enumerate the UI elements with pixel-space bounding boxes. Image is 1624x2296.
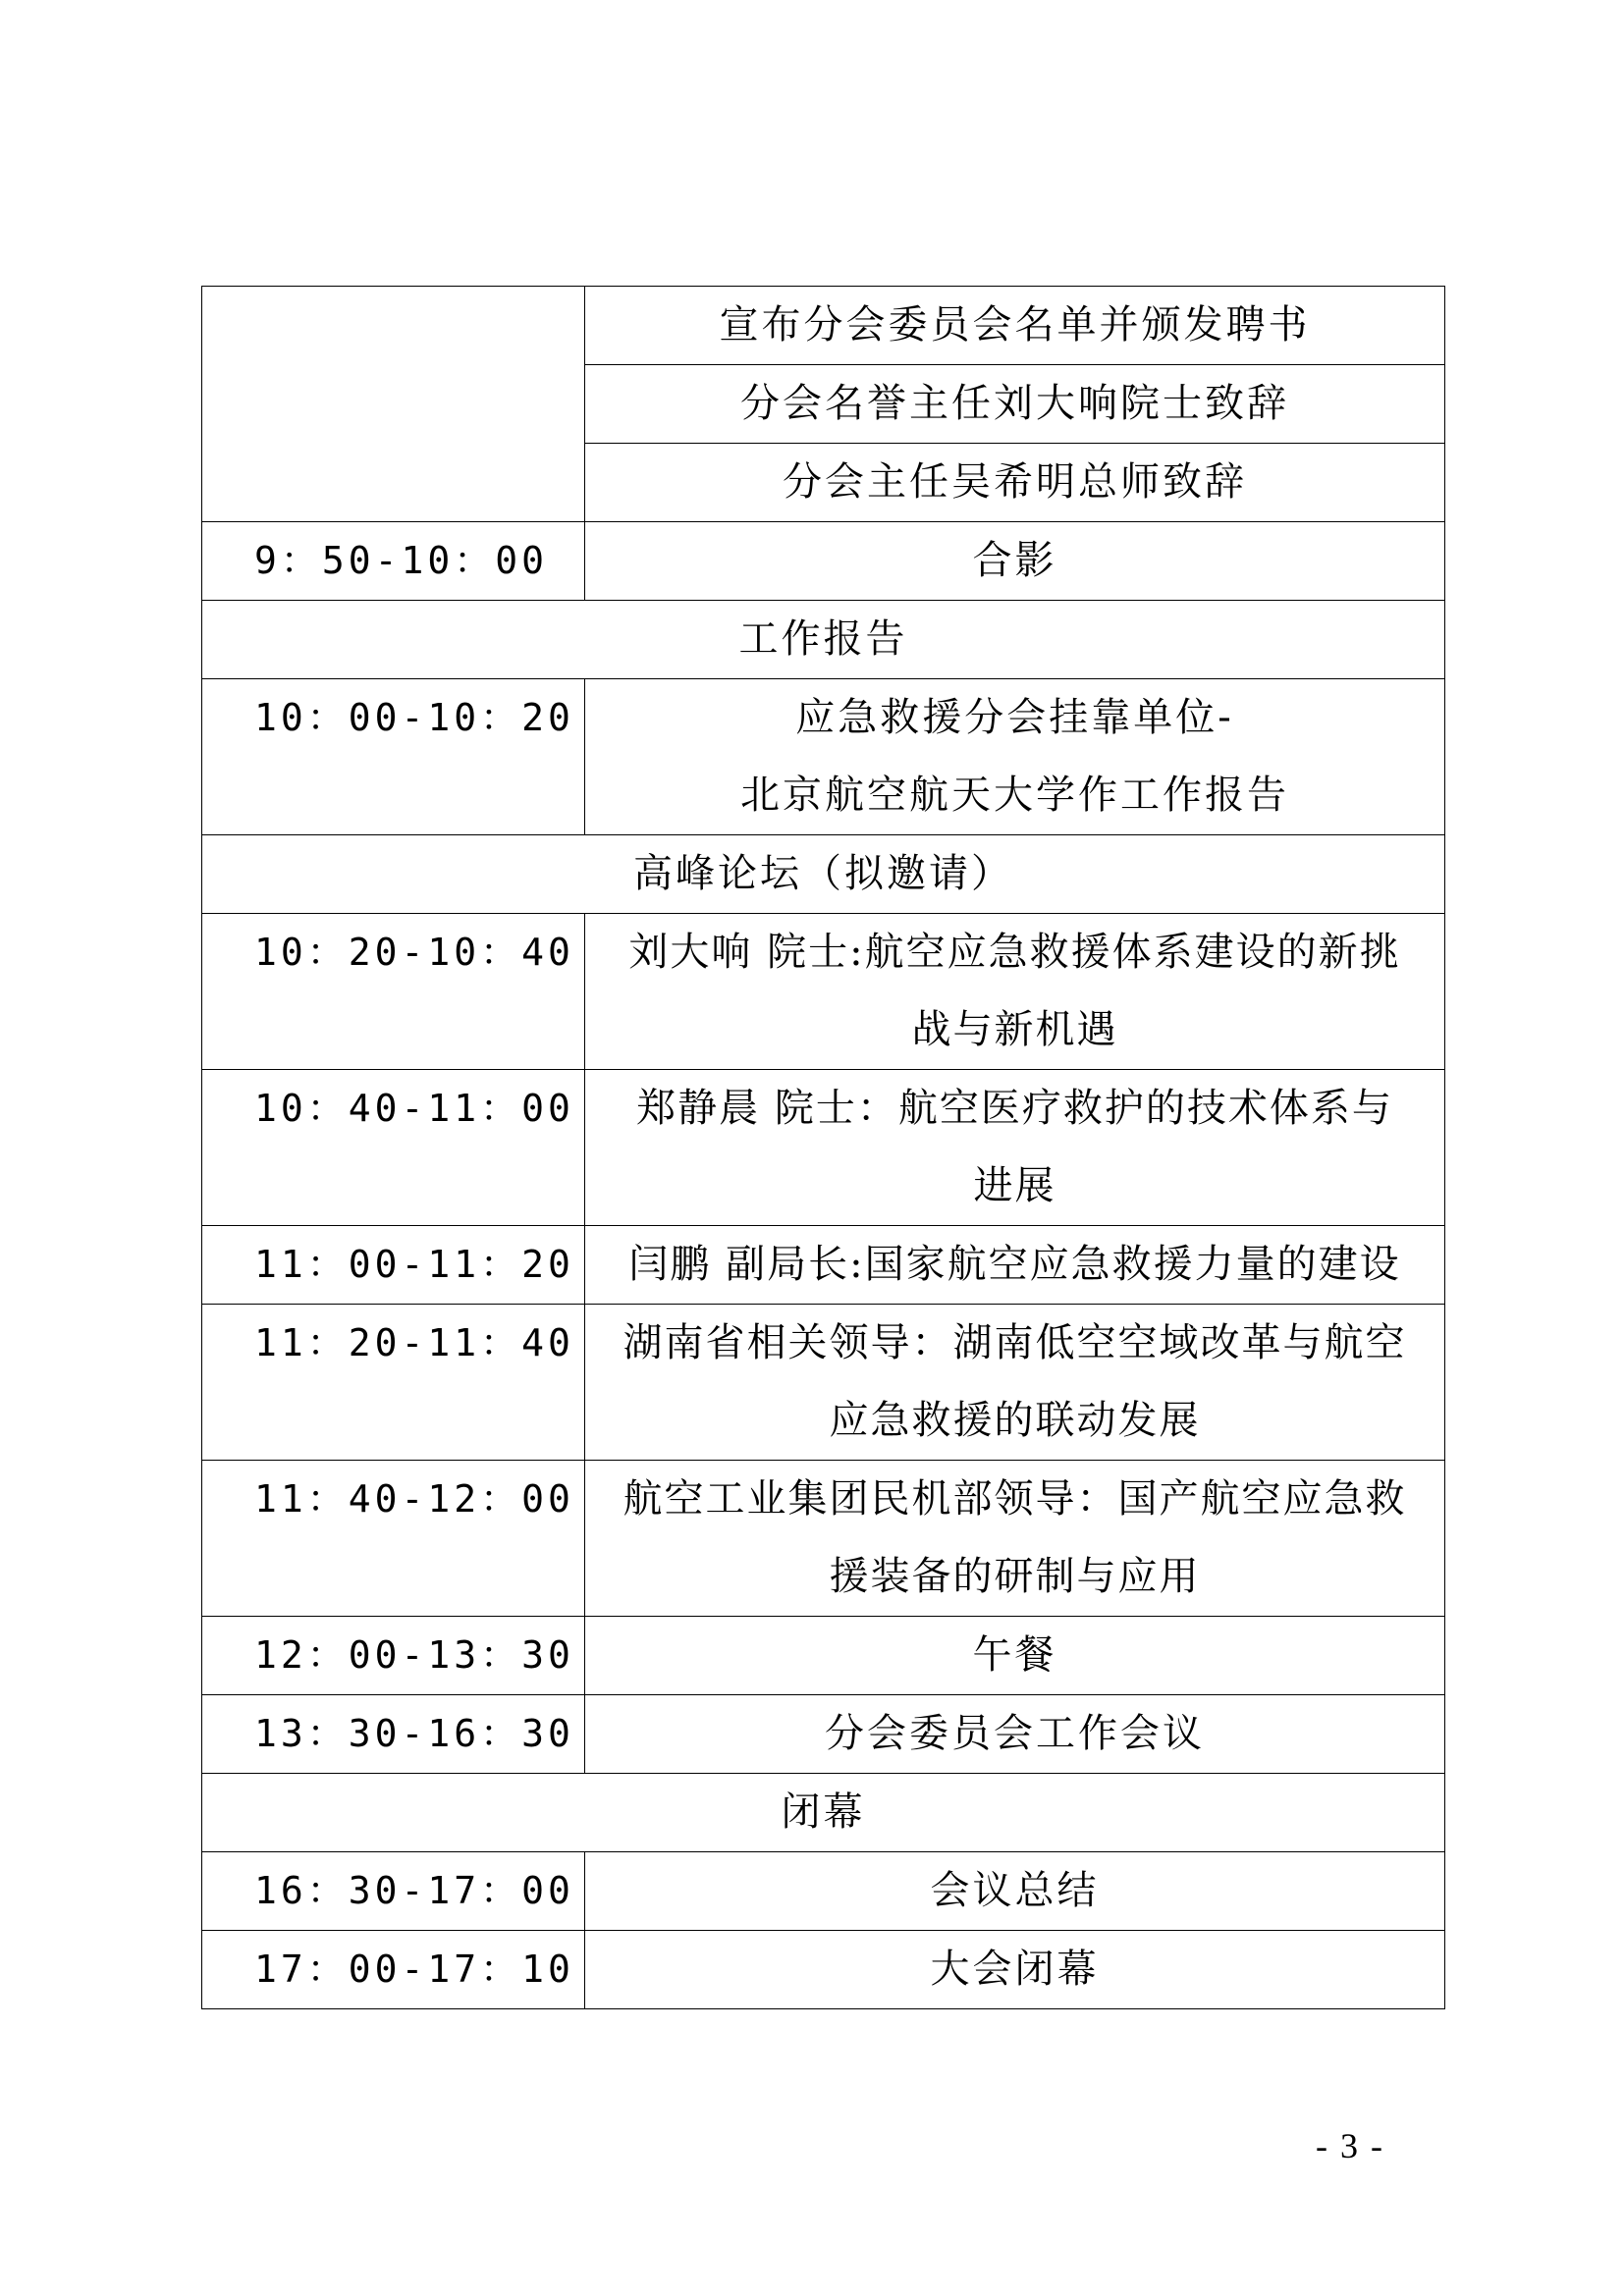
activity-cell: 分会委员会工作会议: [585, 1695, 1445, 1774]
activity-cell: 会议总结: [585, 1852, 1445, 1931]
activity-line: 援装备的研制与应用: [829, 1554, 1201, 1599]
table-row: [202, 287, 1445, 365]
table-row: [202, 1852, 1445, 1931]
activity-line: 应急救援的联动发展: [829, 1398, 1201, 1443]
activity-cell: 大会闭幕: [585, 1931, 1445, 2009]
agenda-table: [201, 286, 1445, 2009]
activity-cell: 分会主任吴希明总师致辞: [585, 444, 1445, 522]
activity-line: 进展: [973, 1163, 1056, 1208]
activity-cell: [585, 679, 1445, 835]
table-row: [202, 914, 1445, 1070]
table-row: [202, 1695, 1445, 1774]
table-row: [202, 1226, 1445, 1305]
activity-line: 应急救援分会挂靠单位-: [795, 695, 1234, 740]
table-row: [202, 522, 1445, 601]
activity-line: 航空工业集团民机部领导：国产航空应急救: [623, 1476, 1407, 1522]
time-cell-empty: [202, 287, 585, 522]
activity-cell: [585, 914, 1445, 1070]
section-header-closing: 闭幕: [202, 1774, 1445, 1852]
time-cell: 13：30-16：30: [202, 1695, 585, 1774]
section-header-forum: 高峰论坛（拟邀请）: [202, 835, 1445, 914]
time-cell: 10：20-10：40: [202, 914, 585, 1070]
section-header-work-report: 工作报告: [202, 601, 1445, 679]
section-header-row: [202, 601, 1445, 679]
time-cell: 17：00-17：10: [202, 1931, 585, 2009]
time-cell: 12：00-13：30: [202, 1617, 585, 1695]
table-row: [202, 679, 1445, 835]
activity-cell: 分会名誉主任刘大响院士致辞: [585, 365, 1445, 444]
time-cell: 11：00-11：20: [202, 1226, 585, 1305]
activity-line: 闫鹏 副局长:国家航空应急救援力量的建设: [628, 1242, 1401, 1287]
time-cell: 16：30-17：00: [202, 1852, 585, 1931]
activity-cell: [585, 1226, 1445, 1305]
activity-cell: [585, 1461, 1445, 1617]
table-row: [202, 1070, 1445, 1226]
page-number: - 3 -: [1316, 2126, 1384, 2165]
activity-cell: 宣布分会委员会名单并颁发聘书: [585, 287, 1445, 365]
time-cell: 10：40-11：00: [202, 1070, 585, 1226]
section-header-row: [202, 835, 1445, 914]
activity-line: 郑静晨 院士：航空医疗救护的技术体系与: [636, 1086, 1393, 1131]
activity-cell: 午餐: [585, 1617, 1445, 1695]
table-row: [202, 1305, 1445, 1461]
time-cell: 11：20-11：40: [202, 1305, 585, 1461]
activity-cell: [585, 1305, 1445, 1461]
time-cell: 10：00-10：20: [202, 679, 585, 835]
activity-line: 战与新机遇: [911, 1007, 1118, 1052]
section-header-row: [202, 1774, 1445, 1852]
activity-cell: 合影: [585, 522, 1445, 601]
activity-line: 刘大响 院士:航空应急救援体系建设的新挑: [628, 930, 1401, 975]
activity-line: 北京航空航天大学作工作报告: [740, 773, 1289, 818]
activity-cell: [585, 1070, 1445, 1226]
table-row: [202, 1461, 1445, 1617]
time-cell: 11：40-12：00: [202, 1461, 585, 1617]
activity-line: 湖南省相关领导：湖南低空空域改革与航空: [623, 1320, 1407, 1365]
time-cell: 9：50-10：00: [202, 522, 585, 601]
table-row: [202, 1617, 1445, 1695]
table-row: [202, 1931, 1445, 2009]
